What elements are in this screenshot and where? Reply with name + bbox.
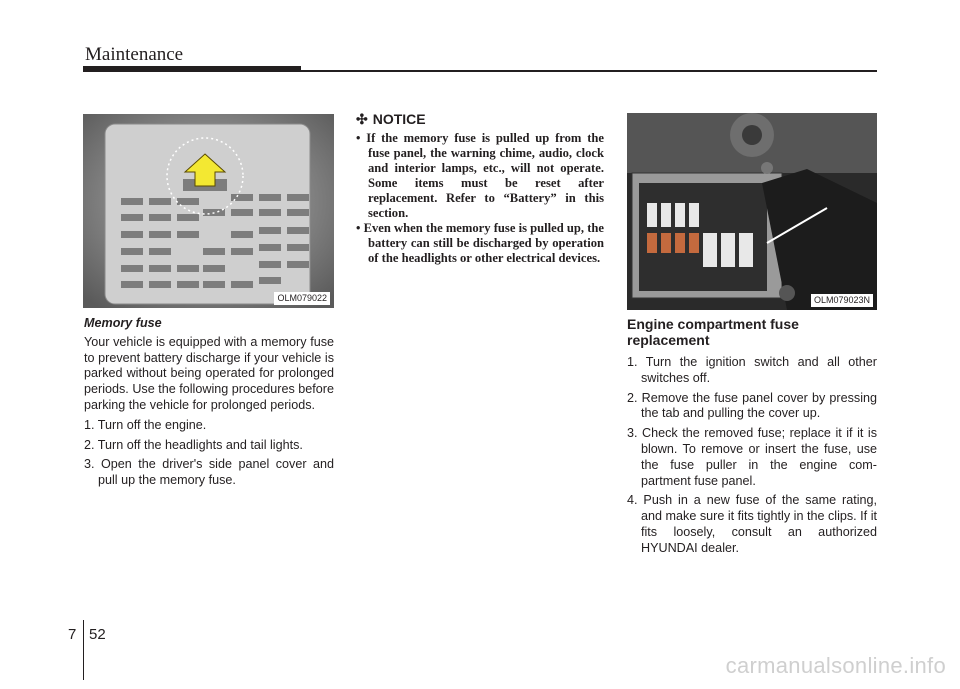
notice-list xyxy=(356,131,604,266)
page-header-title: Maintenance xyxy=(85,44,184,65)
step-item: 3. Open the driver's side panel cover and pull up the memory fuse. xyxy=(84,457,334,488)
step-item: 2. Remove the fuse panel cover by pressing the tab and pulling the cover up. xyxy=(627,390,877,421)
cross-star-icon: ✣ xyxy=(356,111,368,127)
notice-item: • Even when the memory fuse is pulled up, the battery can still be discharged by operation of the headlights or other electrical devices. xyxy=(356,220,604,265)
engine-fuse-heading: Engine compartment fuse replacement xyxy=(627,316,799,348)
memory-fuse-steps xyxy=(84,418,334,489)
notice-box xyxy=(356,112,604,266)
header-rule-thin xyxy=(301,70,877,72)
notice-item: • If the memory fuse is pulled up from the fuse panel, the warning chime, audio, clock and interior lamps, etc., will not operate. Some items must be reset after replacement. Refer to “Battery” in this section. xyxy=(356,130,604,220)
step-item: 3. Check the removed fuse; replace it if it is blown. To remove or insert the fuse, use the fuse puller in the engine com- partment fuse panel. xyxy=(627,426,877,488)
step-item: 2. Turn off the headlights and tail lights. xyxy=(84,437,303,452)
watermark-link[interactable]: carmanualsonline.info xyxy=(725,653,946,678)
engine-fuse-steps xyxy=(627,355,877,557)
header-rule-thick xyxy=(83,66,301,72)
figure-caption: OLM079023N xyxy=(811,294,873,307)
right-column xyxy=(627,316,877,561)
engine-fuse-photo xyxy=(627,113,877,310)
notice-title-text: NOTICE xyxy=(372,111,426,127)
memory-fuse-subheading: Memory fuse xyxy=(84,316,162,330)
page-rule xyxy=(83,620,84,680)
chapter-number: 7 xyxy=(68,626,77,643)
page-number: 52 xyxy=(89,626,106,643)
memory-fuse-paragraph: Your vehicle is equipped with a memory fuse to prevent battery discharge if your vehicle is parked without being operated for prolonged periods. Use the following procedures before parking the vehicle for prolonged periods. xyxy=(84,334,334,412)
step-item: 4. Push in a new fuse of the same rating, and make sure it fits tightly in the clips. If it fits loosely, consult an authorized HYUNDAI dealer. xyxy=(627,493,877,555)
step-item: 1. Turn the ignition switch and all other switches off. xyxy=(627,355,877,385)
figure-caption: OLM079022 xyxy=(274,292,330,305)
notice-title xyxy=(356,112,604,128)
memory-fuse-photo xyxy=(83,114,334,308)
left-column xyxy=(84,316,334,493)
step-item: 1. Turn off the engine. xyxy=(84,417,207,432)
